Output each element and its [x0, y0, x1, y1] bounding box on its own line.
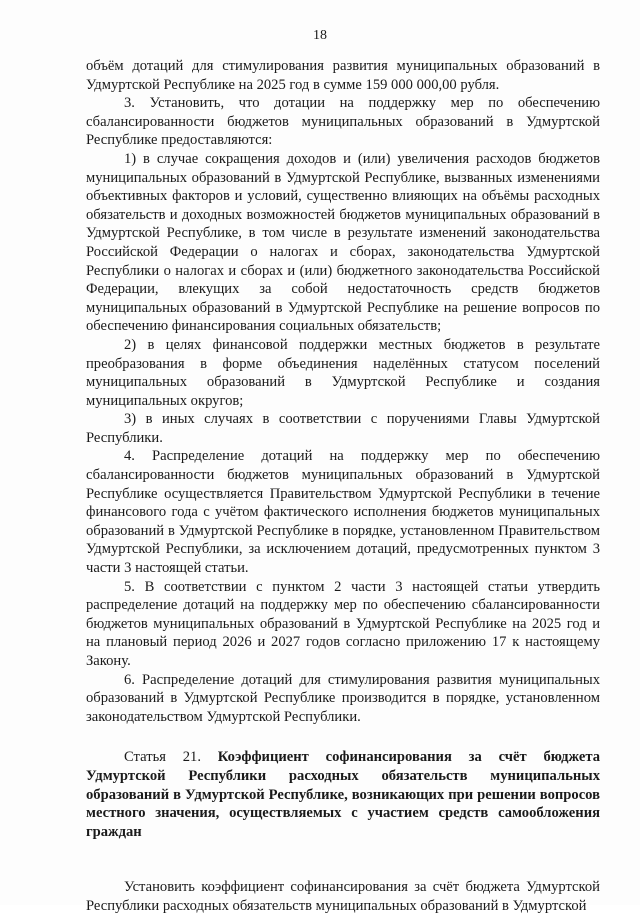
- paragraph-subitem-3: 3) в иных случаях в соответствии с поручениями Главы Удмуртской Республики.: [86, 411, 600, 446]
- document-body: [86, 57, 600, 915]
- page-number: 18: [313, 28, 327, 43]
- spacer: [86, 856, 600, 878]
- paragraph-subitem-1: 1) в случае сокращения доходов и (или) увеличения расходов бюджетов муниципальных образований в Удмуртской Республике, вызванных изменениями объективных факторов и условий, существенно влияющих на объёмы расходных обязательств и доходных возможностей бюджетов муниципальных образований в Удмуртской Республике, в том числе в результате изменений законодательства Российской Федерации о налогах и сборах, законодательства Удмуртской Республики о налогах и сборах и (или) бюджетного законодательства Российской Федерации, влекущих за собой недостаточность средств бюджетов муниципальных образований в Удмуртской Республике на решение вопросов по обеспечению финансирования социальных обязательств;: [86, 150, 600, 335]
- paragraph-item-6: 6. Распределение дотаций для стимулирования развития муниципальных образований в Удмуртской Республике производится в порядке, установленном законодательством Удмуртской Республики.: [86, 671, 600, 725]
- article-heading: [86, 748, 600, 841]
- paragraph-item-3: 3. Установить, что дотации на поддержку мер по обеспечению сбалансированности бюджетов муниципальных образований в Удмуртской Республике предоставляются:: [86, 95, 600, 149]
- paragraph-item-4: 4. Распределение дотаций на поддержку мер по обеспечению сбалансированности бюджетов муниципальных образований в Удмуртской Республике осуществляется Правительством Удмуртской Республики в течение финансового года с учётом фактического исполнения бюджетов муниципальных образований в Удмуртской Республике в порядке, установленном Правительством Удмуртской Республики, за исключением дотаций, предусмотренных пунктом 3 части 3 настоящей статьи.: [86, 448, 600, 577]
- article-number: Статья 21.: [124, 749, 218, 766]
- paragraph-article-21: Установить коэффициент софинансирования за счёт бюджета Удмуртской Республики расходных обязательств муниципальных образований в Удмуртской: [86, 878, 600, 914]
- article-title: Коэффициент софинансирования за счёт бюджета Удмуртской Республики расходных обязательств муниципальных образований в Удмуртской Республике, возникающих при решении вопросов местного значения, осуществляемых с участием средств самообложения граждан: [86, 749, 600, 840]
- paragraph-continuation: объём дотаций для стимулирования развития муниципальных образований в Удмуртской Республике на 2025 год в сумме 159 000 000,00 рубля.: [86, 58, 600, 93]
- paragraph-subitem-2: 2) в целях финансовой поддержки местных бюджетов в результате преобразования в форме объединения наделённых статусом поселений муниципальных образований в Удмуртской Республике и создания муниципальных округов;: [86, 336, 600, 409]
- paragraph-item-5: 5. В соответствии с пунктом 2 части 3 настоящей статьи утвердить распределение дотаций на поддержку мер по обеспечению сбалансированности бюджетов муниципальных образований в Удмуртской Республике на 2025 год и на плановый период 2026 и 2027 годов согласно приложению 17 к настоящему Закону.: [86, 578, 600, 669]
